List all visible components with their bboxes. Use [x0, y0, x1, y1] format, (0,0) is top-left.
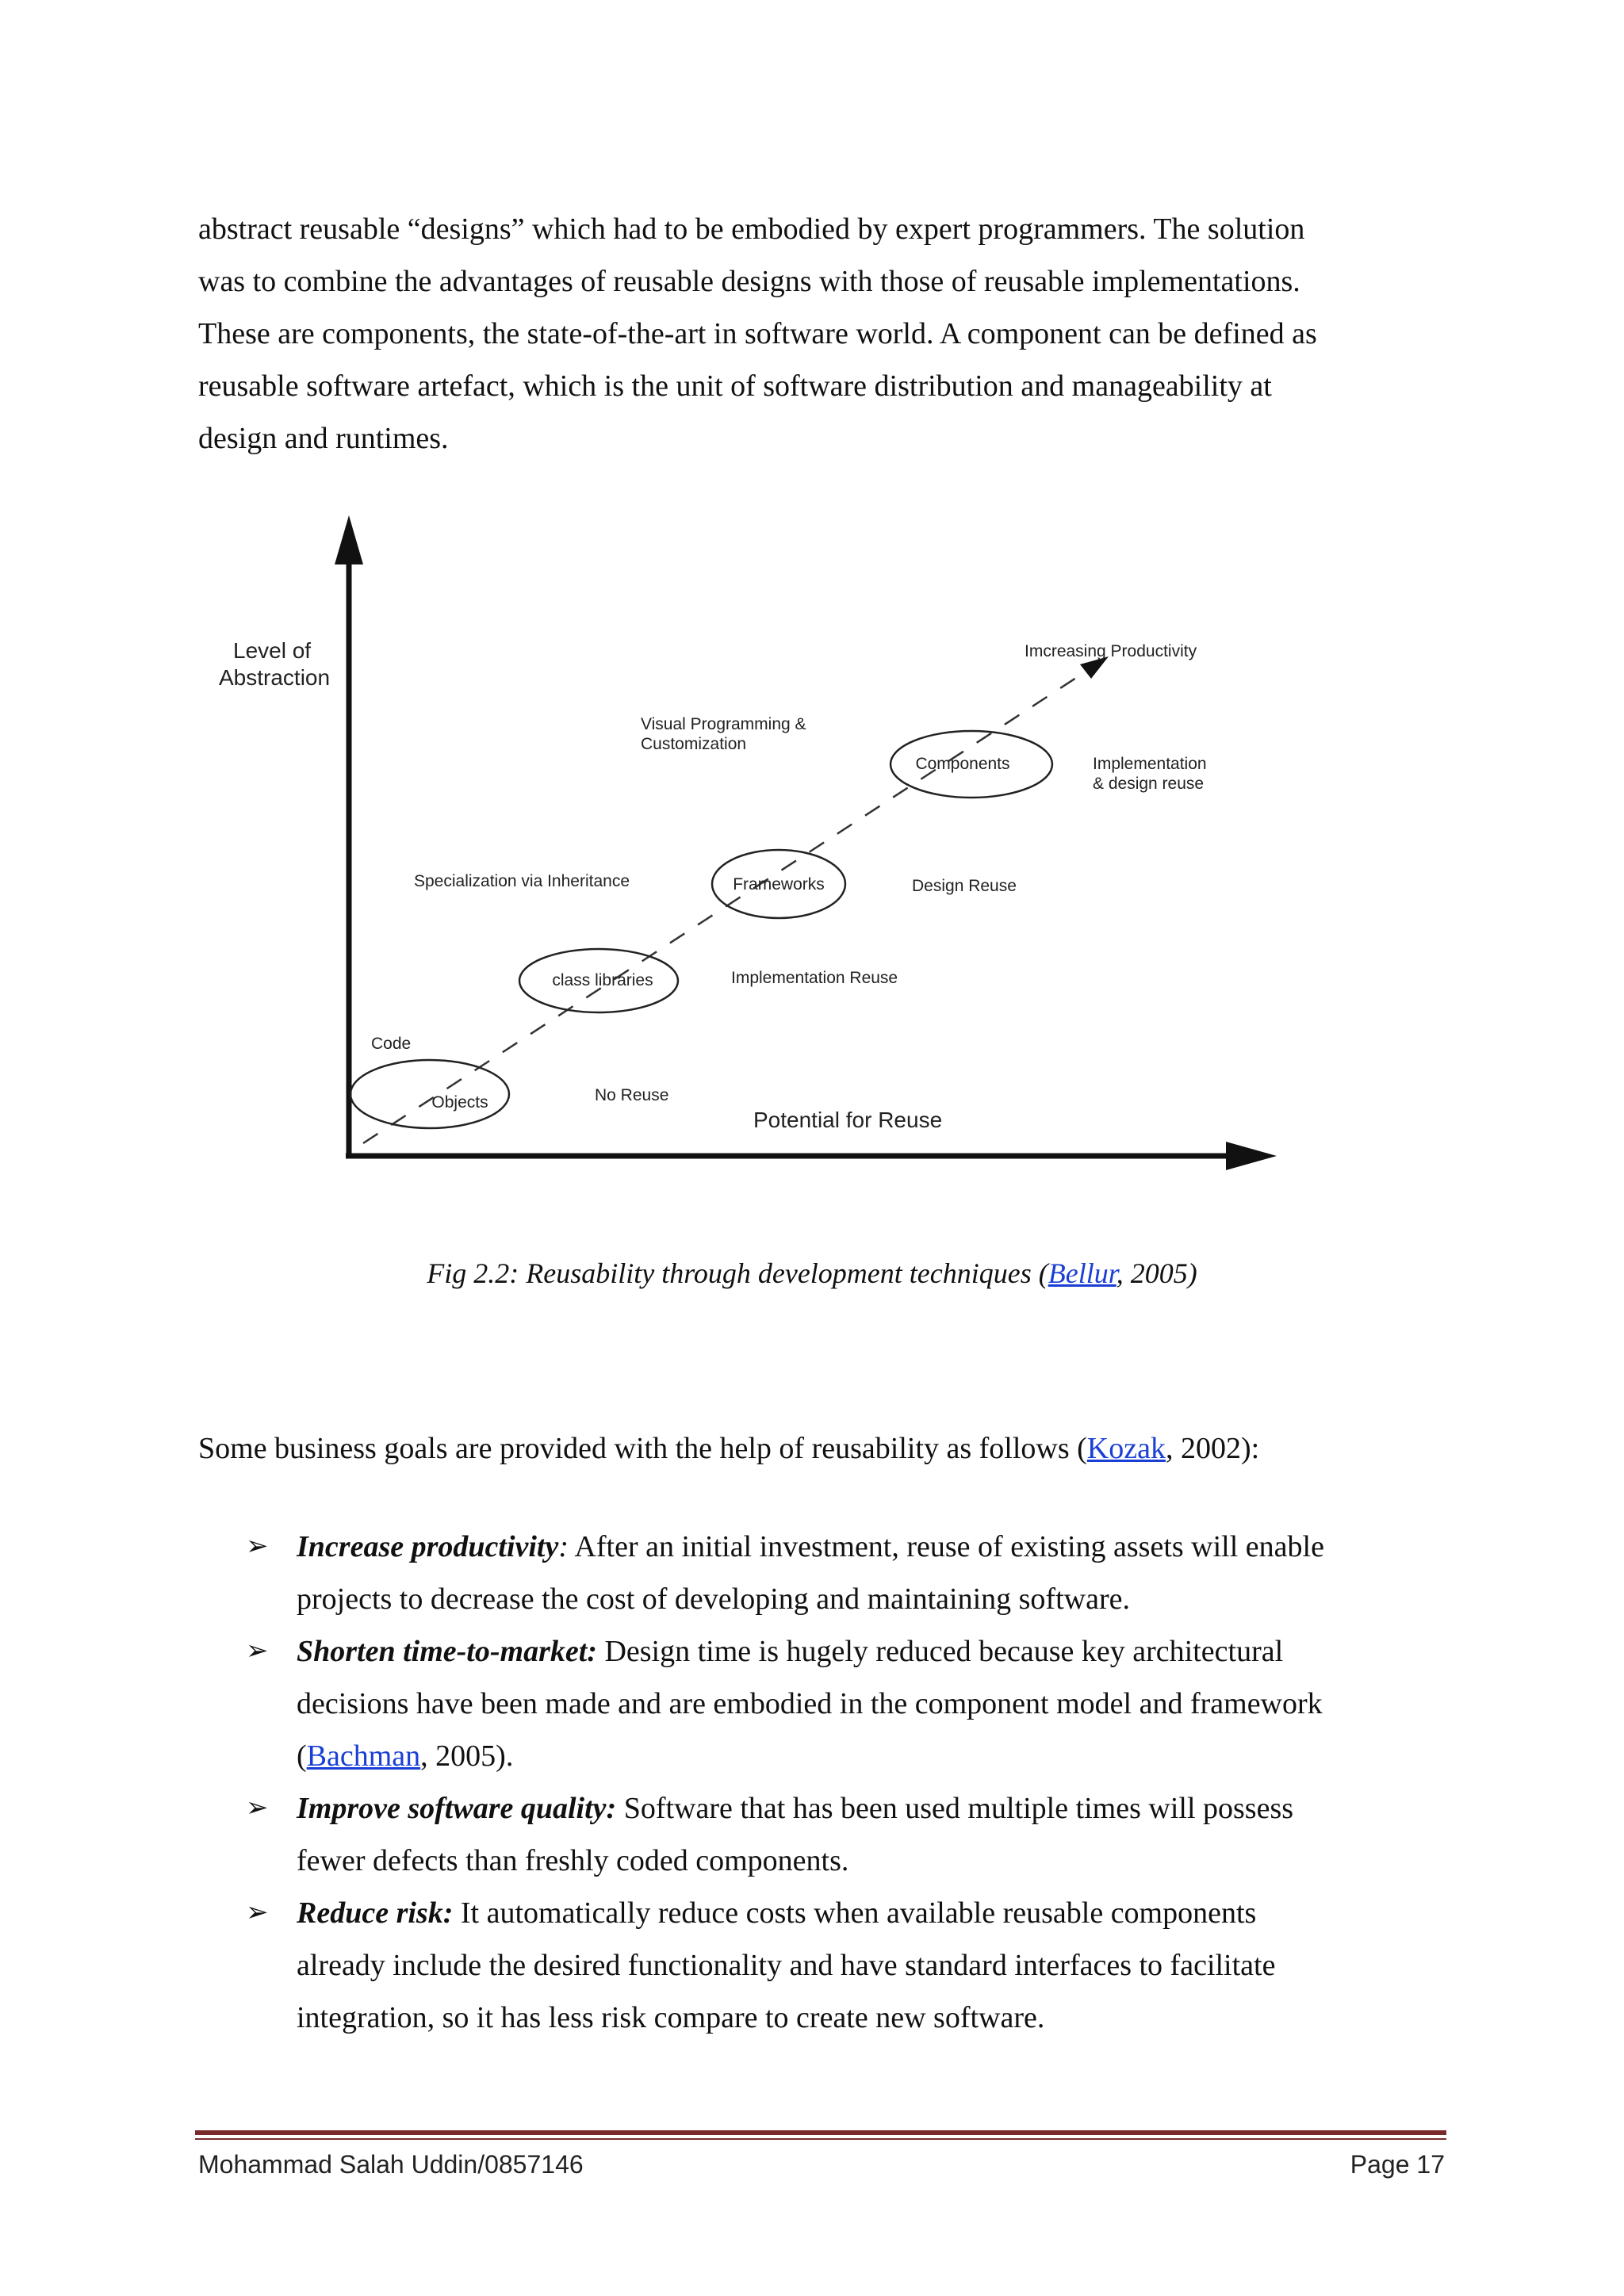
- list-item-term: Improve software quality:: [297, 1792, 617, 1825]
- list-item: [246, 1521, 1483, 1625]
- y-axis-label-line2: Abstraction: [219, 665, 331, 690]
- lead-suffix: , 2002):: [1165, 1432, 1260, 1465]
- footer-page-number: Page 17: [1350, 2150, 1445, 2179]
- list-item-separator: :: [558, 1530, 569, 1563]
- intro-line: These are components, the state-of-the-art in software world. A component can be defined as: [198, 317, 1317, 350]
- x-axis-arrowhead: [1226, 1142, 1277, 1170]
- stage-label-objects: Objects: [431, 1093, 488, 1112]
- intro-line: was to combine the advantages of reusable designs with those of reusable implementations.: [198, 265, 1300, 298]
- lead-citation-link[interactable]: Kozak: [1086, 1432, 1166, 1465]
- list-item: [246, 1625, 1483, 1782]
- list-item-term: Shorten time-to-market:: [297, 1635, 597, 1668]
- stage-label-components: Components: [915, 755, 1010, 773]
- list-item-line: [297, 1521, 1483, 1573]
- list-item-term: Reduce risk:: [297, 1896, 454, 1930]
- trend-label: Imcreasing Productivity: [1025, 642, 1197, 660]
- list-item-line: [297, 1730, 1483, 1782]
- left-label-code: Code: [371, 1035, 412, 1053]
- intro-line: reusable software artefact, which is the unit of software distribution and manageability at: [198, 369, 1272, 403]
- list-item-text: It automatically reduce costs when available reusable components: [453, 1896, 1257, 1930]
- list-item: [246, 1782, 1483, 1887]
- intro-line: design and runtimes.: [198, 422, 449, 455]
- figure-caption: [0, 1257, 1624, 1290]
- bachman-citation-link[interactable]: Bachman: [306, 1739, 421, 1773]
- arrow-bullet-icon: ➢: [246, 1532, 269, 1561]
- list-item: [246, 1887, 1483, 2044]
- footer-divider-thin: [195, 2138, 1446, 2140]
- right-label-no-reuse: No Reuse: [595, 1086, 669, 1104]
- list-item-text: Software that has been used multiple times will possess: [616, 1792, 1294, 1825]
- citation-open: (: [297, 1739, 307, 1773]
- list-item-line: fewer defects than freshly coded components.: [297, 1844, 849, 1877]
- intro-line: abstract reusable “designs” which had to be embodied by expert programmers. The solution: [198, 212, 1305, 246]
- list-item-text: Design time is hugely reduced because key architectural: [596, 1635, 1284, 1668]
- list-item-text: After an initial investment, reuse of existing assets will enable: [569, 1530, 1324, 1563]
- caption-citation-link[interactable]: Bellur: [1048, 1257, 1116, 1289]
- caption-prefix: Fig 2.2: Reusability through development techniques (: [427, 1257, 1048, 1289]
- arrow-bullet-icon: ➢: [246, 1898, 269, 1927]
- citation-close: , 2005).: [420, 1739, 514, 1773]
- list-item-line: already include the desired functionality and have standard interfaces to facilitate: [297, 1949, 1276, 1982]
- reusability-diagram-svg: [198, 507, 1293, 1173]
- reusability-diagram: [198, 507, 1293, 1173]
- lead-paragraph: [198, 1431, 1259, 1466]
- list-item-line: [297, 1887, 1483, 1939]
- list-item-line: projects to decrease the cost of developing and maintaining software.: [297, 1582, 1130, 1616]
- right-label-design-reuse-2: & design reuse: [1093, 775, 1205, 793]
- right-label-implementation: Implementation: [1093, 755, 1207, 773]
- arrow-bullet-icon: ➢: [246, 1636, 269, 1666]
- footer-divider-thick: [195, 2130, 1446, 2135]
- list-item-line: [297, 1782, 1483, 1835]
- left-label-customization: Customization: [641, 735, 747, 753]
- footer-author: Mohammad Salah Uddin/0857146: [198, 2150, 584, 2179]
- y-axis-label-line1: Level of: [233, 638, 312, 663]
- right-label-design-reuse: Design Reuse: [912, 877, 1017, 895]
- y-axis-arrowhead: [335, 515, 363, 564]
- stage-label-frameworks: Frameworks: [733, 875, 825, 894]
- caption-suffix: , 2005): [1116, 1257, 1197, 1289]
- left-label-visual-programming: Visual Programming &: [641, 715, 806, 733]
- list-item-term: Increase productivity: [297, 1530, 559, 1563]
- right-label-implementation-reuse: Implementation Reuse: [731, 969, 898, 987]
- left-label-specialization: Specialization via Inheritance: [414, 872, 630, 890]
- stage-label-class-libraries: class libraries: [552, 971, 653, 989]
- intro-paragraph: [198, 203, 1435, 465]
- lead-prefix: Some business goals are provided with the help of reusability as follows (: [198, 1432, 1087, 1465]
- list-item-line: decisions have been made and are embodied in the component model and framework: [297, 1687, 1323, 1720]
- list-item-line: integration, so it has less risk compare to create new software.: [297, 2001, 1045, 2034]
- x-axis-label: Potential for Reuse: [753, 1108, 943, 1132]
- list-item-line: [297, 1625, 1483, 1678]
- business-goals-list: [246, 1521, 1483, 2044]
- arrow-bullet-icon: ➢: [246, 1793, 269, 1823]
